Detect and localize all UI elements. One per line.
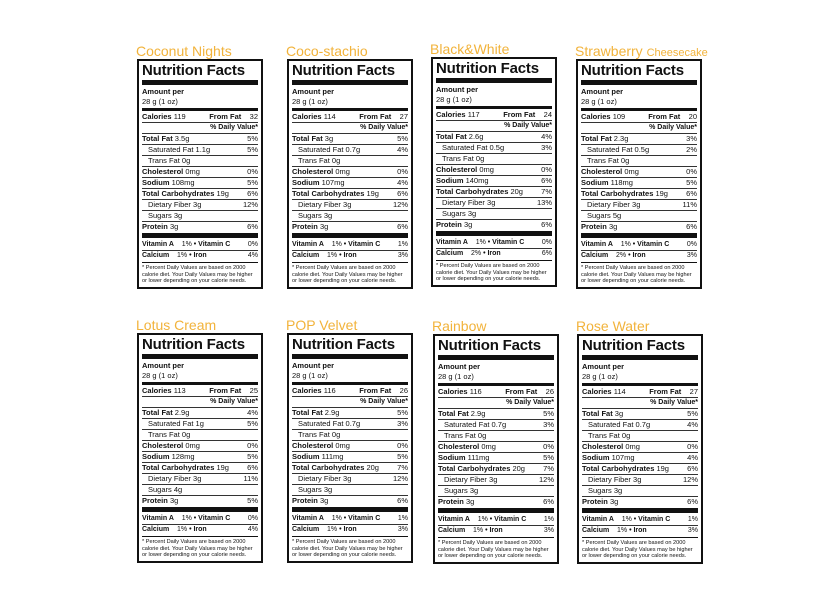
nutrition-facts-heading: Nutrition Facts bbox=[292, 62, 395, 79]
total-carbs-row: Total Carbohydrates 19g 6% bbox=[142, 189, 258, 198]
cholesterol-row: Cholesterol 0mg 0% bbox=[582, 442, 698, 451]
amount-per-label: Amount per bbox=[438, 362, 481, 371]
from-fat-value: 32 bbox=[249, 112, 258, 121]
sodium-row: Sodium 128mg 5% bbox=[142, 452, 258, 461]
sodium-row: Sodium 140mg 6% bbox=[436, 176, 552, 185]
thin-divider bbox=[581, 262, 697, 263]
thin-divider bbox=[142, 536, 258, 537]
serving-info bbox=[142, 361, 258, 381]
total-fat-row: Total Fat 2.9g 5% bbox=[438, 409, 554, 418]
mineral-row: Calcium 1% • Iron 3% bbox=[292, 252, 408, 259]
serving-info bbox=[438, 362, 554, 382]
daily-value-header: % Daily Value* bbox=[582, 398, 698, 409]
calories-row: Calories 119 From Fat 32 bbox=[142, 112, 258, 121]
thin-divider bbox=[582, 537, 698, 538]
daily-value-header: % Daily Value* bbox=[292, 123, 408, 134]
sugars-row: Sugars 5g bbox=[581, 211, 697, 222]
cholesterol-row: Cholesterol 0mg 0% bbox=[581, 167, 697, 176]
nutrition-facts-heading: Nutrition Facts bbox=[582, 337, 685, 354]
serving-size: 28 g (1 oz) bbox=[582, 372, 618, 381]
dietary-fiber-row: Dietary Fiber 3g 12% bbox=[292, 474, 408, 485]
thick-divider bbox=[142, 80, 258, 85]
calories-value: 114 bbox=[323, 112, 336, 121]
from-fat-value: 20 bbox=[688, 112, 697, 121]
total-fat-row: Total Fat 3.5g 5% bbox=[142, 134, 258, 143]
calories-row: Calories 109 From Fat 20 bbox=[581, 112, 697, 121]
protein-row: Protein 3g 6% bbox=[142, 222, 258, 231]
saturated-fat-row: Saturated Fat 0.5g 3% bbox=[436, 143, 552, 154]
product-title: Lotus Cream bbox=[136, 317, 217, 333]
dietary-fiber-row: Dietary Fiber 3g 13% bbox=[436, 198, 552, 209]
protein-row: Protein 3g 5% bbox=[142, 496, 258, 505]
serving-info bbox=[292, 361, 408, 381]
daily-value-header: % Daily Value* bbox=[142, 123, 258, 134]
sodium-row: Sodium 118mg 5% bbox=[581, 178, 697, 187]
total-carbs-row: Total Carbohydrates 19g 6% bbox=[581, 189, 697, 198]
total-fat-row: Total Fat 3g 5% bbox=[292, 134, 408, 143]
mineral-row: Calcium 2% • Iron 3% bbox=[581, 252, 697, 259]
dietary-fiber-row: Dietary Fiber 3g 11% bbox=[581, 200, 697, 211]
thick-divider bbox=[142, 233, 258, 238]
daily-value-header: % Daily Value* bbox=[581, 123, 697, 134]
product-title: Rainbow bbox=[432, 318, 487, 334]
nutrition-facts-panel bbox=[431, 57, 557, 287]
product-title: Coco-stachio bbox=[286, 43, 368, 59]
calories-row: Calories 114 From Fat 27 bbox=[582, 387, 698, 396]
nutrition-facts-panel bbox=[287, 333, 413, 563]
mineral-row: Calcium 1% • Iron 4% bbox=[142, 526, 258, 533]
calories-value: 114 bbox=[613, 387, 626, 396]
nutrition-facts-heading: Nutrition Facts bbox=[436, 60, 539, 77]
thick-divider bbox=[142, 354, 258, 359]
from-fat-value: 26 bbox=[399, 386, 408, 395]
medium-divider bbox=[142, 108, 258, 111]
total-carbs-row: Total Carbohydrates 20g 7% bbox=[436, 187, 552, 196]
amount-per-label: Amount per bbox=[581, 87, 624, 96]
calories-value: 113 bbox=[173, 386, 186, 395]
dietary-fiber-row: Dietary Fiber 3g 11% bbox=[142, 474, 258, 485]
serving-size: 28 g (1 oz) bbox=[292, 371, 328, 380]
saturated-fat-row: Saturated Fat 1.1g 5% bbox=[142, 145, 258, 156]
saturated-fat-row: Saturated Fat 0.7g 4% bbox=[582, 420, 698, 431]
product-title: Strawberry Cheesecake bbox=[575, 43, 708, 59]
daily-value-header: % Daily Value* bbox=[142, 397, 258, 408]
trans-fat-row: Trans Fat 0g bbox=[142, 156, 258, 167]
nutrition-facts-heading: Nutrition Facts bbox=[142, 336, 245, 353]
calories-row: Calories 116 From Fat 26 bbox=[292, 386, 408, 395]
daily-value-header: % Daily Value* bbox=[436, 121, 552, 132]
total-carbs-row: Total Carbohydrates 19g 6% bbox=[292, 189, 408, 198]
thick-divider bbox=[292, 233, 408, 238]
sodium-row: Sodium 107mg 4% bbox=[582, 453, 698, 462]
serving-info bbox=[436, 85, 552, 105]
total-fat-row: Total Fat 2.3g 3% bbox=[581, 134, 697, 143]
cholesterol-row: Cholesterol 0mg 0% bbox=[292, 167, 408, 176]
thick-divider bbox=[292, 80, 408, 85]
vitamin-row: Vitamin A 1% • Vitamin C 0% bbox=[581, 240, 697, 251]
thin-divider bbox=[142, 262, 258, 263]
protein-row: Protein 3g 6% bbox=[292, 496, 408, 505]
saturated-fat-row: Saturated Fat 0.7g 3% bbox=[438, 420, 554, 431]
dietary-fiber-row: Dietary Fiber 3g 12% bbox=[292, 200, 408, 211]
amount-per-label: Amount per bbox=[582, 362, 625, 371]
trans-fat-row: Trans Fat 0g bbox=[581, 156, 697, 167]
calories-row: Calories 117 From Fat 24 bbox=[436, 110, 552, 119]
serving-info bbox=[292, 87, 408, 107]
sodium-row: Sodium 111mg 5% bbox=[438, 453, 554, 462]
from-fat-value: 24 bbox=[543, 110, 552, 119]
calories-row: Calories 114 From Fat 27 bbox=[292, 112, 408, 121]
nutrition-facts-panel bbox=[137, 59, 263, 289]
trans-fat-row: Trans Fat 0g bbox=[292, 156, 408, 167]
vitamin-row: Vitamin A 1% • Vitamin C 1% bbox=[438, 515, 554, 526]
saturated-fat-row: Saturated Fat 1g 5% bbox=[142, 419, 258, 430]
thin-divider bbox=[436, 260, 552, 261]
amount-per-label: Amount per bbox=[292, 361, 335, 370]
serving-size: 28 g (1 oz) bbox=[142, 97, 178, 106]
sugars-row: Sugars 3g bbox=[582, 486, 698, 497]
sugars-row: Sugars 3g bbox=[292, 211, 408, 222]
thick-divider bbox=[292, 354, 408, 359]
medium-divider bbox=[582, 383, 698, 386]
total-fat-row: Total Fat 3g 5% bbox=[582, 409, 698, 418]
vitamin-row: Vitamin A 1% • Vitamin C 1% bbox=[582, 515, 698, 526]
amount-per-label: Amount per bbox=[292, 87, 335, 96]
sugars-row: Sugars 3g bbox=[292, 485, 408, 496]
calories-row: Calories 113 From Fat 25 bbox=[142, 386, 258, 395]
product-title: POP Velvet bbox=[286, 317, 358, 333]
total-carbs-row: Total Carbohydrates 20g 7% bbox=[292, 463, 408, 472]
nutrition-facts-panel bbox=[137, 333, 263, 563]
sodium-row: Sodium 108mg 5% bbox=[142, 178, 258, 187]
mineral-row: Calcium 1% • Iron 3% bbox=[292, 526, 408, 533]
product-title: Black&White bbox=[430, 41, 510, 57]
serving-info bbox=[581, 87, 697, 107]
vitamin-row: Vitamin A 1% • Vitamin C 0% bbox=[436, 238, 552, 249]
trans-fat-row: Trans Fat 0g bbox=[142, 430, 258, 441]
serving-size: 28 g (1 oz) bbox=[438, 372, 474, 381]
nutrition-facts-panel bbox=[287, 59, 413, 289]
saturated-fat-row: Saturated Fat 0.7g 4% bbox=[292, 145, 408, 156]
sodium-row: Sodium 111mg 5% bbox=[292, 452, 408, 461]
thin-divider bbox=[438, 537, 554, 538]
medium-divider bbox=[142, 382, 258, 385]
mineral-row: Calcium 1% • Iron 3% bbox=[582, 527, 698, 534]
from-fat-value: 27 bbox=[399, 112, 408, 121]
thick-divider bbox=[436, 78, 552, 83]
thin-divider bbox=[292, 262, 408, 263]
product-title: Rose Water bbox=[576, 318, 650, 334]
amount-per-label: Amount per bbox=[142, 361, 185, 370]
trans-fat-row: Trans Fat 0g bbox=[582, 431, 698, 442]
medium-divider bbox=[292, 108, 408, 111]
serving-size: 28 g (1 oz) bbox=[581, 97, 617, 106]
nutrition-facts-heading: Nutrition Facts bbox=[292, 336, 395, 353]
sugars-row: Sugars 3g bbox=[438, 486, 554, 497]
trans-fat-row: Trans Fat 0g bbox=[438, 431, 554, 442]
thick-divider bbox=[581, 233, 697, 238]
footnote: * Percent Daily Values are based on 2000 calorie diet. Your Daily Values may be higher or lower depending on your calorie needs. bbox=[438, 540, 549, 559]
nutrition-facts-panel bbox=[576, 59, 702, 289]
amount-per-label: Amount per bbox=[142, 87, 185, 96]
dietary-fiber-row: Dietary Fiber 3g 12% bbox=[582, 475, 698, 486]
medium-divider bbox=[438, 383, 554, 386]
daily-value-header: % Daily Value* bbox=[438, 398, 554, 409]
mineral-row: Calcium 2% • Iron 6% bbox=[436, 250, 552, 257]
from-fat-value: 25 bbox=[249, 386, 258, 395]
serving-info bbox=[582, 362, 698, 382]
footnote: * Percent Daily Values are based on 2000 calorie diet. Your Daily Values may be higher or lower depending on your calorie needs. bbox=[581, 265, 692, 284]
product-title: Coconut Nights bbox=[136, 43, 232, 59]
serving-info bbox=[142, 87, 258, 107]
cholesterol-row: Cholesterol 0mg 0% bbox=[142, 167, 258, 176]
cholesterol-row: Cholesterol 0mg 0% bbox=[142, 441, 258, 450]
nutrition-facts-heading: Nutrition Facts bbox=[142, 62, 245, 79]
calories-value: 116 bbox=[323, 386, 336, 395]
nutrition-facts-panel bbox=[577, 334, 703, 564]
amount-per-label: Amount per bbox=[436, 85, 479, 94]
thick-divider bbox=[436, 231, 552, 236]
medium-divider bbox=[292, 382, 408, 385]
serving-size: 28 g (1 oz) bbox=[292, 97, 328, 106]
sugars-row: Sugars 3g bbox=[436, 209, 552, 220]
medium-divider bbox=[436, 106, 552, 109]
total-fat-row: Total Fat 2.6g 4% bbox=[436, 132, 552, 141]
calories-value: 109 bbox=[612, 112, 626, 121]
thick-divider bbox=[292, 507, 408, 512]
cholesterol-row: Cholesterol 0mg 0% bbox=[292, 441, 408, 450]
trans-fat-row: Trans Fat 0g bbox=[292, 430, 408, 441]
footnote: * Percent Daily Values are based on 2000 calorie diet. Your Daily Values may be higher or lower depending on your calorie needs. bbox=[142, 265, 253, 284]
calories-row: Calories 116 From Fat 26 bbox=[438, 387, 554, 396]
protein-row: Protein 3g 6% bbox=[438, 497, 554, 506]
vitamin-row: Vitamin A 1% • Vitamin C 1% bbox=[292, 240, 408, 251]
total-fat-row: Total Fat 2.9g 4% bbox=[142, 408, 258, 417]
mineral-row: Calcium 1% • Iron 4% bbox=[142, 252, 258, 259]
vitamin-row: Vitamin A 1% • Vitamin C 0% bbox=[142, 514, 258, 525]
daily-value-header: % Daily Value* bbox=[292, 397, 408, 408]
thick-divider bbox=[582, 355, 698, 360]
mineral-row: Calcium 1% • Iron 3% bbox=[438, 527, 554, 534]
protein-row: Protein 3g 6% bbox=[582, 497, 698, 506]
calories-value: 119 bbox=[173, 112, 186, 121]
vitamin-row: Vitamin A 1% • Vitamin C 0% bbox=[142, 240, 258, 251]
calories-value: 116 bbox=[469, 387, 482, 396]
thick-divider bbox=[438, 355, 554, 360]
nutrition-facts-heading: Nutrition Facts bbox=[438, 337, 541, 354]
thick-divider bbox=[438, 508, 554, 513]
total-carbs-row: Total Carbohydrates 20g 7% bbox=[438, 464, 554, 473]
nutrition-facts-heading: Nutrition Facts bbox=[581, 62, 684, 79]
serving-size: 28 g (1 oz) bbox=[436, 95, 472, 104]
vitamin-row: Vitamin A 1% • Vitamin C 1% bbox=[292, 514, 408, 525]
medium-divider bbox=[581, 108, 697, 111]
nutrition-facts-panel bbox=[433, 334, 559, 564]
thin-divider bbox=[292, 536, 408, 537]
footnote: * Percent Daily Values are based on 2000 calorie diet. Your Daily Values may be higher or lower depending on your calorie needs. bbox=[292, 539, 403, 558]
from-fat-value: 26 bbox=[545, 387, 554, 396]
dietary-fiber-row: Dietary Fiber 3g 12% bbox=[142, 200, 258, 211]
calories-value: 117 bbox=[467, 110, 480, 119]
serving-size: 28 g (1 oz) bbox=[142, 371, 178, 380]
footnote: * Percent Daily Values are based on 2000 calorie diet. Your Daily Values may be higher or lower depending on your calorie needs. bbox=[582, 540, 693, 559]
thick-divider bbox=[582, 508, 698, 513]
trans-fat-row: Trans Fat 0g bbox=[436, 154, 552, 165]
sugars-row: Sugars 3g bbox=[142, 211, 258, 222]
sodium-row: Sodium 107mg 4% bbox=[292, 178, 408, 187]
thick-divider bbox=[142, 507, 258, 512]
total-fat-row: Total Fat 2.9g 5% bbox=[292, 408, 408, 417]
from-fat-value: 27 bbox=[689, 387, 698, 396]
total-carbs-row: Total Carbohydrates 19g 6% bbox=[582, 464, 698, 473]
saturated-fat-row: Saturated Fat 0.7g 3% bbox=[292, 419, 408, 430]
protein-row: Protein 3g 6% bbox=[581, 222, 697, 231]
protein-row: Protein 3g 6% bbox=[292, 222, 408, 231]
footnote: * Percent Daily Values are based on 2000 calorie diet. Your Daily Values may be higher or lower depending on your calorie needs. bbox=[436, 263, 547, 282]
sugars-row: Sugars 4g bbox=[142, 485, 258, 496]
total-carbs-row: Total Carbohydrates 19g 6% bbox=[142, 463, 258, 472]
protein-row: Protein 3g 6% bbox=[436, 220, 552, 229]
cholesterol-row: Cholesterol 0mg 0% bbox=[438, 442, 554, 451]
thick-divider bbox=[581, 80, 697, 85]
footnote: * Percent Daily Values are based on 2000 calorie diet. Your Daily Values may be higher or lower depending on your calorie needs. bbox=[292, 265, 403, 284]
dietary-fiber-row: Dietary Fiber 3g 12% bbox=[438, 475, 554, 486]
saturated-fat-row: Saturated Fat 0.5g 2% bbox=[581, 145, 697, 156]
footnote: * Percent Daily Values are based on 2000 calorie diet. Your Daily Values may be higher or lower depending on your calorie needs. bbox=[142, 539, 253, 558]
cholesterol-row: Cholesterol 0mg 0% bbox=[436, 165, 552, 174]
